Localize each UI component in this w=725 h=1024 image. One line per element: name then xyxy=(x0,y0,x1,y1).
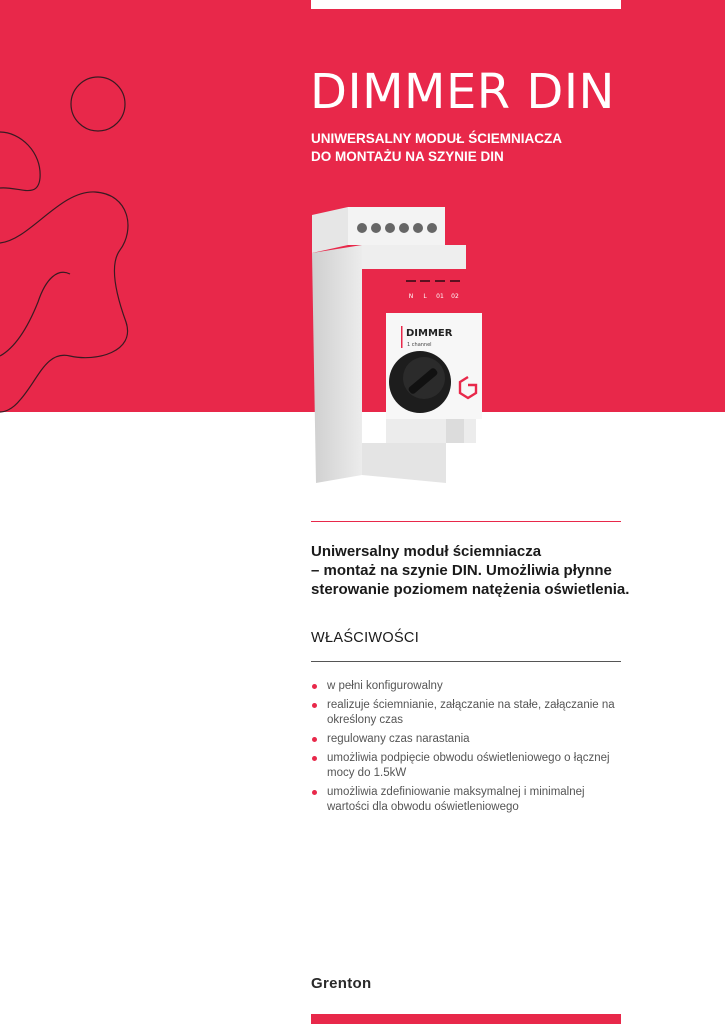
decorative-swirl-graphic xyxy=(0,60,150,420)
list-item xyxy=(311,679,621,694)
device-face-sublabel: 1 channel xyxy=(407,342,432,348)
bottom-accent-strip xyxy=(311,1014,621,1024)
bullet-dot-icon xyxy=(312,737,317,742)
bullet-dot-icon xyxy=(312,684,317,689)
list-item xyxy=(311,785,621,815)
list-item-text: regulowany czas narastania xyxy=(327,733,470,745)
top-accent-strip xyxy=(311,0,621,9)
features-heading: WŁAŚCIWOŚCI xyxy=(311,630,420,646)
bullet-dot-icon xyxy=(312,756,317,761)
terminal-label: N xyxy=(408,293,414,300)
features-list xyxy=(311,679,621,819)
terminal-label: 01 xyxy=(436,293,444,300)
divider xyxy=(311,521,621,522)
brand-logo: Grenton xyxy=(311,975,372,992)
list-item-text: w pełni konfigurowalny xyxy=(327,680,443,692)
bullet-dot-icon xyxy=(312,703,317,708)
subtitle-line: UNIWERSALNY MODUŁ ŚCIEMNIACZA xyxy=(311,131,562,146)
device-face-label: DIMMER xyxy=(406,328,453,339)
subtitle-line: DO MONTAŻU NA SZYNIE DIN xyxy=(311,149,504,164)
intro-paragraph xyxy=(311,542,641,599)
list-item-text: umożliwia podpięcie obwodu oświetleniowego o łącznej xyxy=(327,752,610,764)
list-item-text: mocy do 1.5kW xyxy=(327,767,407,779)
bullet-dot-icon xyxy=(312,790,317,795)
list-item xyxy=(311,732,621,747)
intro-line: sterowanie poziomem natężenia oświetlenia. xyxy=(311,581,630,598)
list-item-text: realizuje ściemnianie, załączanie na stałe, załączanie na xyxy=(327,699,615,711)
dimmer-module-product-image xyxy=(300,205,495,490)
list-item xyxy=(311,751,621,781)
divider xyxy=(311,661,621,662)
page-subtitle xyxy=(311,130,631,166)
page-title: DIMMER DIN xyxy=(310,64,615,120)
intro-line: Uniwersalny moduł ściemniacza xyxy=(311,543,542,560)
terminal-label: L xyxy=(423,293,427,300)
intro-line: – montaż na szynie DIN. Umożliwia płynne xyxy=(311,562,612,579)
terminal-label: 02 xyxy=(451,293,459,300)
list-item xyxy=(311,698,621,728)
list-item-text: umożliwia zdefiniowanie maksymalnej i minimalnej xyxy=(327,786,585,798)
list-item-text: wartości dla obwodu oświetleniowego xyxy=(327,801,519,813)
list-item-text: określony czas xyxy=(327,714,404,726)
